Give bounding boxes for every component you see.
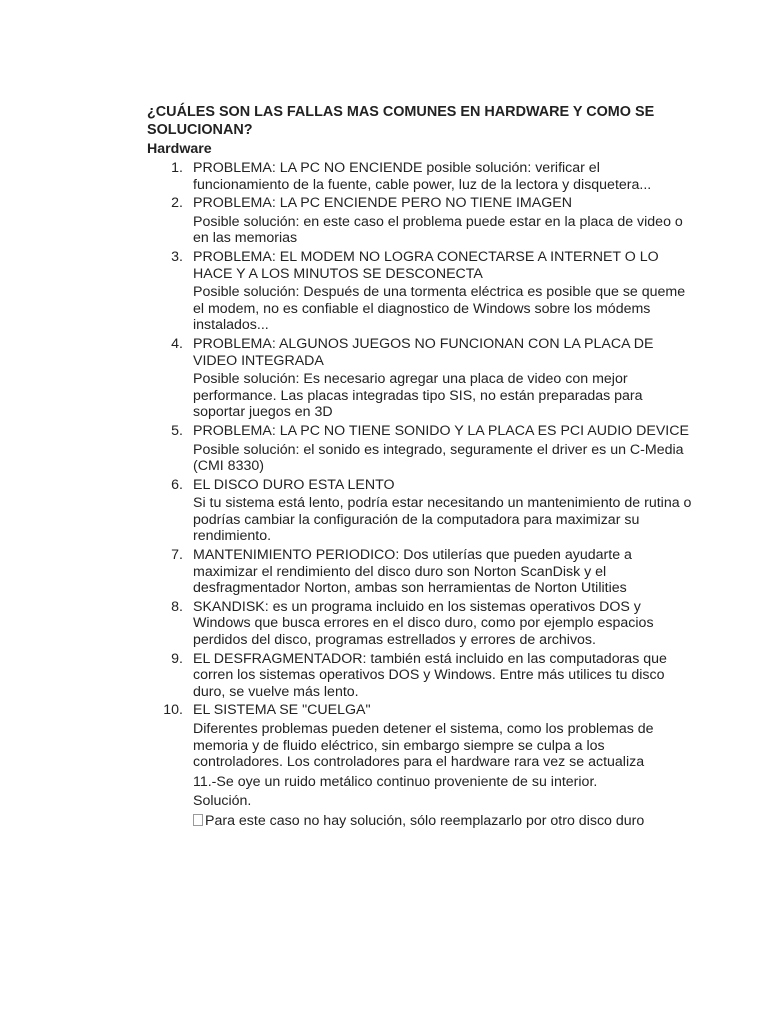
- list-item-problem: EL DESFRAGMENTADOR: también está incluido en las computadoras que corren los sistemas operativos DOS y Windows. Entre más utilices tu disco duro, se vuelve más lento.: [193, 650, 667, 700]
- list-item-number: 10.: [163, 702, 183, 719]
- extra-solution-text: [193, 813, 692, 830]
- list-item-number: 5.: [171, 422, 183, 439]
- list-item-problem: MANTENIMIENTO PERIODICO: Dos utilerías que pueden ayudarte a maximizar el rendimiento del disco duro son Norton ScanDisk y el desfragmentador Norton, ambas son herramientas de Norton Utilities: [193, 547, 632, 597]
- section-heading: Hardware: [147, 141, 212, 157]
- list-item: [147, 651, 692, 701]
- list-item-number: 9.: [171, 650, 183, 667]
- list-item: [147, 160, 692, 193]
- list-item: [147, 547, 692, 597]
- extra-block: [147, 774, 692, 830]
- extra-solution-body: Para este caso no hay solución, sólo reemplazarlo por otro disco duro: [205, 812, 645, 829]
- list-item: [147, 336, 692, 421]
- list-item-number: 6.: [171, 476, 183, 493]
- list-item: [147, 195, 692, 247]
- list-item: [147, 249, 692, 334]
- list-item: [147, 702, 692, 770]
- list-item-solution: Posible solución: Después de una tormenta eléctrica es posible que se queme el modem, no es confiable el diagnostico de Windows sobre los módems instalados...: [193, 284, 686, 334]
- list-item-solution: Posible solución: Es necesario agregar una placa de video con mejor performance. Las placas integradas tipo SIS, no están preparadas para soportar juegos en 3D: [193, 371, 643, 421]
- list-item-solution: Si tu sistema está lento, podría estar necesitando un mantenimiento de rutina o podrías cambiar la configuración de la computadora para maximizar su rendimiento.: [193, 495, 692, 545]
- extra-solution-label: Solución.: [193, 793, 252, 810]
- list-item-number: 2.: [171, 195, 183, 212]
- list-item-problem: PROBLEMA: LA PC ENCIENDE PERO NO TIENE IMAGEN: [193, 195, 572, 212]
- list-item-number: 7.: [171, 547, 183, 564]
- list-item-problem: SKANDISK: es un programa incluido en los sistemas operativos DOS y Windows que busca errores en el disco duro, como por ejemplo espacios perdidos del disco, programas estrellados y errores de archivos.: [193, 598, 654, 649]
- list-item-number: 4.: [171, 335, 183, 352]
- list-item: [147, 423, 692, 475]
- list-item-solution: Diferentes problemas pueden detener el sistema, como los problemas de memoria y de fluido eléctrico, sin embargo siempre se culpa a los controladores. Los controladores para el hardware rara vez se actualiza: [193, 721, 654, 771]
- missing-glyph-box-icon: [193, 814, 203, 826]
- document-title: ¿CUÁLES SON LAS FALLAS MAS COMUNES EN HARDWARE Y COMO SE SOLUCIONAN?: [147, 104, 655, 138]
- document-page: [147, 104, 692, 830]
- list-item-number: 3.: [171, 248, 183, 265]
- list-item-solution: Posible solución: en este caso el problema puede estar en la placa de video o en las memorias: [193, 213, 683, 247]
- list-item-problem: PROBLEMA: LA PC NO ENCIENDE posible solución: verificar el funcionamiento de la fuente, cable power, luz de la lectora y disquetera...: [193, 160, 652, 193]
- list-item-problem: PROBLEMA: ALGUNOS JUEGOS NO FUNCIONAN CON LA PLACA DE VIDEO INTEGRADA: [193, 335, 654, 369]
- list-item-number: 8.: [171, 598, 183, 615]
- list-item: [147, 477, 692, 545]
- problem-list: [147, 160, 692, 771]
- extra-problem-line: 11.-Se oye un ruido metálico continuo proveniente de su interior.: [193, 773, 598, 790]
- list-item: [147, 599, 692, 649]
- list-item-problem: EL DISCO DURO ESTA LENTO: [193, 476, 395, 493]
- list-item-problem: PROBLEMA: LA PC NO TIENE SONIDO Y LA PLACA ES PCI AUDIO DEVICE: [193, 422, 689, 439]
- list-item-number: 1.: [171, 160, 183, 176]
- list-item-solution: Posible solución: el sonido es integrado, seguramente el driver es un C-Media (CMI 8330): [193, 441, 684, 475]
- list-item-problem: EL SISTEMA SE "CUELGA": [193, 702, 371, 719]
- list-item-problem: PROBLEMA: EL MODEM NO LOGRA CONECTARSE A INTERNET O LO HACE Y A LOS MINUTOS SE DESCONECTA: [193, 248, 659, 282]
